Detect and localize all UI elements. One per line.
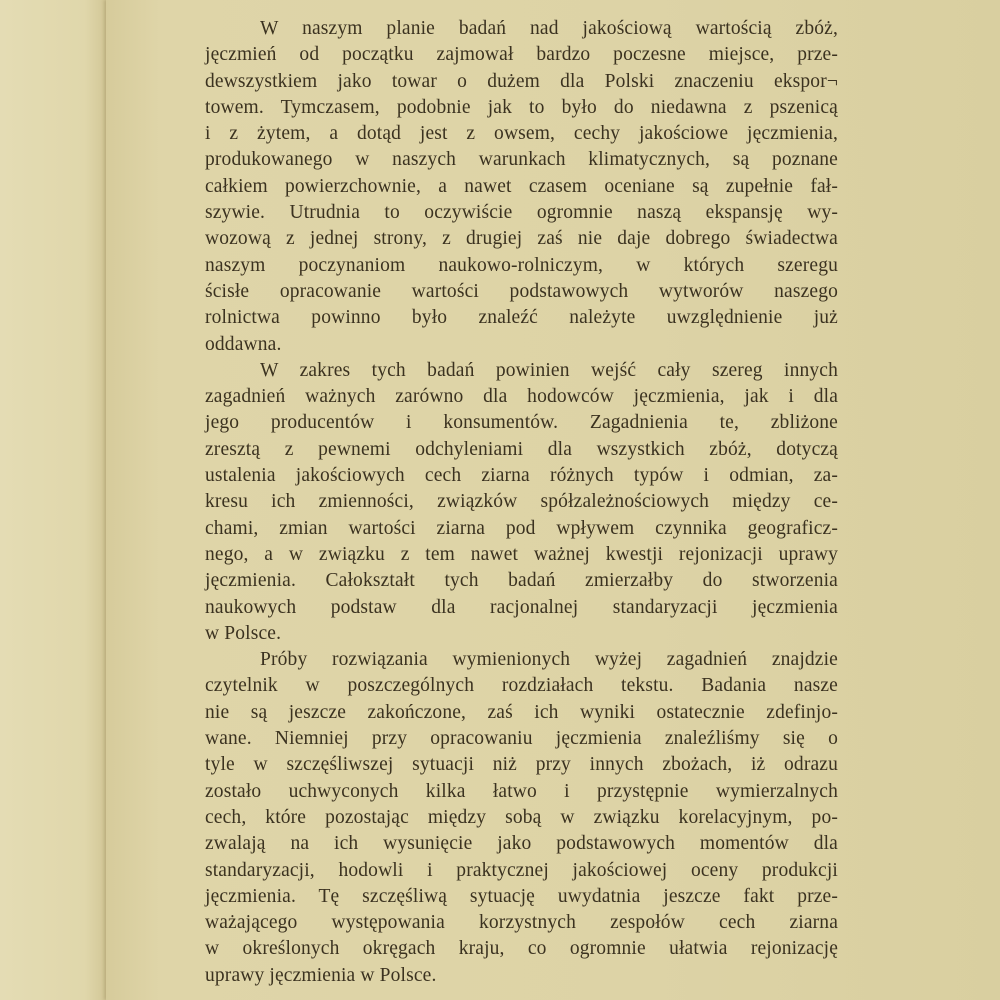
text-line: zresztą z pewnemi odchyleniami dla wszystkich zbóż, dotyczą <box>205 438 838 460</box>
paragraph <box>205 647 838 989</box>
text-line: naszym poczynaniom naukowo-rolniczym, w których szeregu <box>205 254 838 276</box>
text-line: tyle w szczęśliwszej sytuacji niż przy innych zbożach, iż odrazu <box>205 754 838 776</box>
text-line: zostało uchwyconych kilka łatwo i przystępnie wymierzalnych <box>205 780 838 802</box>
text-line: ważającego występowania korzystnych zespołów cech ziarna <box>205 912 838 934</box>
paragraph <box>205 358 838 647</box>
text-line: jego producentów i konsumentów. Zagadnienia te, zbliżone <box>205 412 838 434</box>
body-text <box>205 16 838 989</box>
text-line: standaryzacji, hodowli i praktycznej jakościowej oceny produkcji <box>205 859 838 881</box>
text-line: w Polsce. <box>205 622 282 644</box>
text-line: chami, zmian wartości ziarna pod wpływem czynnika geograficz- <box>205 517 838 539</box>
text-line: kresu ich zmienności, związków spółzależnościowych między ce- <box>205 491 838 513</box>
text-line: czytelnik w poszczególnych rozdziałach tekstu. Badania nasze <box>205 675 838 697</box>
text-line: ścisłe opracowanie wartości podstawowych wytworów naszego <box>205 280 838 302</box>
text-line: nie są jeszcze zakończone, zaś ich wyniki ostatecznie zdefinjo- <box>205 701 838 723</box>
text-line: wozową z jednej strony, z drugiej zaś nie daje dobrego świadectwa <box>205 228 838 250</box>
text-line: jęczmienia. Tę szczęśliwą sytuację uwydatnia jeszcze fakt prze- <box>205 885 838 907</box>
text-line: zagadnień ważnych zarówno dla hodowców jęczmienia, jak i dla <box>205 386 838 408</box>
text-line: jęczmienia. Całokształt tych badań zmierzałby do stworzenia <box>205 570 838 592</box>
text-line: produkowanego w naszych warunkach klimatycznych, są poznane <box>205 149 838 171</box>
text-line: ustalenia jakościowych cech ziarna różnych typów i odmian, za- <box>205 465 838 487</box>
text-line: w określonych okręgach kraju, co ogromnie ułatwia rejonizację <box>205 938 838 960</box>
text-line: cech, które pozostając między sobą w związku korelacyjnym, po- <box>205 806 838 828</box>
text-line: jęczmień od początku zajmował bardzo poczesne miejsce, prze- <box>205 44 838 66</box>
text-line: rolnictwa powinno było znaleźć należyte uwzględnienie już <box>205 307 838 329</box>
text-line: wane. Niemniej przy opracowaniu jęczmienia znaleźliśmy się o <box>205 728 838 750</box>
text-line: całkiem powierzchownie, a nawet czasem oceniane są zupełnie fał- <box>205 175 838 197</box>
text-line: dewszystkiem jako towar o dużem dla Polski znaczeniu ekspor¬ <box>205 70 838 92</box>
text-line: oddawna. <box>205 333 282 355</box>
text-line: W naszym planie badań nad jakościową wartością zbóż, <box>260 18 838 39</box>
text-line: towem. Tymczasem, podobnie jak to było do niedawna z pszenicą <box>205 96 838 118</box>
text-line: szywie. Utrudnia to oczywiście ogromnie naszą ekspansję wy- <box>205 202 838 224</box>
text-line: uprawy jęczmienia w Polsce. <box>205 964 437 986</box>
text-line: naukowych podstaw dla racjonalnej standaryzacji jęczmienia <box>205 596 838 618</box>
facing-page-edge <box>0 0 106 1000</box>
text-line: zwalają na ich wysunięcie jako podstawowych momentów dla <box>205 833 838 855</box>
text-line: i z żytem, a dotąd jest z owsem, cechy jakościowe jęczmienia, <box>205 123 838 145</box>
text-line: Próby rozwiązania wymienionych wyżej zagadnień znajdzie <box>260 649 838 671</box>
paragraph <box>205 16 838 358</box>
text-line: nego, a w związku z tem nawet ważnej kwestji rejonizacji uprawy <box>205 543 838 565</box>
text-line: W zakres tych badań powinien wejść cały szereg innych <box>260 359 838 381</box>
